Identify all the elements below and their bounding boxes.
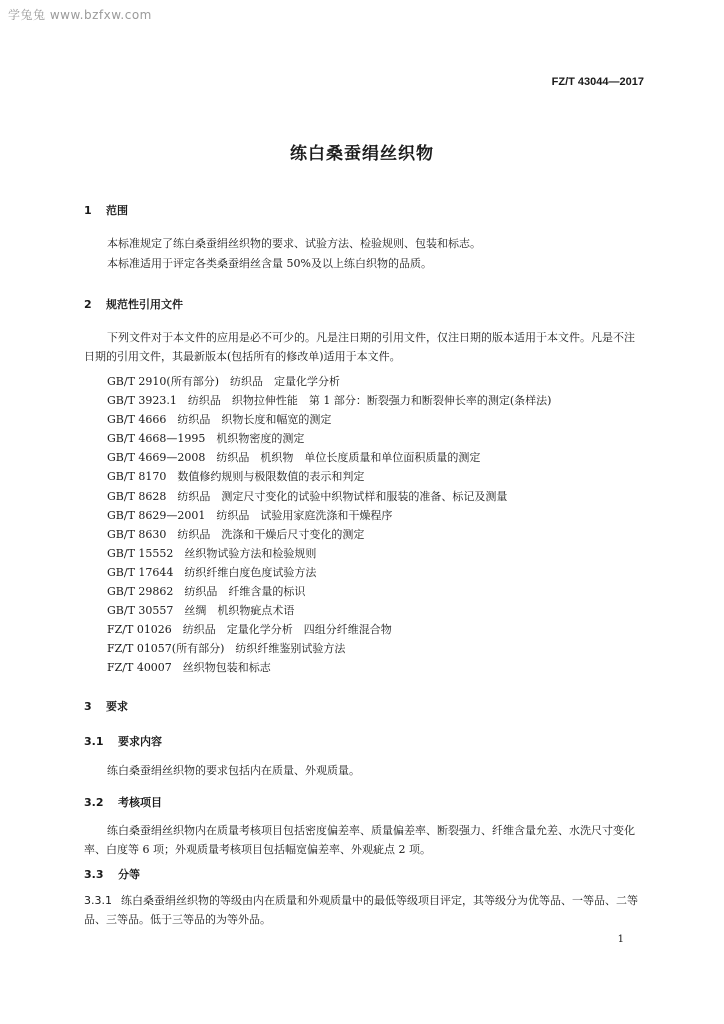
section-title: 规范性引用文件 bbox=[106, 298, 183, 311]
section-number: 1 bbox=[84, 204, 92, 217]
list-item: GB/T 8629—2001 纺织品 试验用家庭洗涤和干燥程序 bbox=[107, 508, 393, 522]
subsection-3-3-heading bbox=[84, 866, 140, 882]
section-number: 3 bbox=[84, 700, 92, 713]
list-item: GB/T 8630 纺织品 洗涤和干燥后尺寸变化的测定 bbox=[107, 527, 365, 541]
reference-list bbox=[107, 372, 551, 678]
list-item: GB/T 4666 纺织品 织物长度和幅宽的测定 bbox=[107, 413, 332, 427]
section-2-heading bbox=[84, 296, 183, 312]
subsection-3-1-text: 练白桑蚕绢丝织物的要求包括内在质量、外观质量。 bbox=[107, 764, 360, 777]
section-title: 范围 bbox=[106, 204, 128, 217]
subsection-title: 分等 bbox=[118, 868, 140, 881]
list-item: FZ/T 01057(所有部分) 纺织纤维鉴别试验方法 bbox=[107, 642, 346, 656]
subsection-3-2-heading bbox=[84, 794, 162, 810]
list-item: GB/T 8628 纺织品 测定尺寸变化的试验中织物试样和服装的准备、标记及测量 bbox=[107, 489, 508, 503]
page-number: 1 bbox=[617, 934, 624, 945]
section-1-heading bbox=[84, 202, 128, 218]
section-1-line-1: 本标准规定了练白桑蚕绢丝织物的要求、试验方法、检验规则、包装和标志。 bbox=[107, 237, 481, 250]
subsection-number: 3.2 bbox=[84, 796, 104, 809]
subsection-number: 3.1 bbox=[84, 735, 104, 748]
list-item: GB/T 17644 纺织纤维白度色度试验方法 bbox=[107, 565, 317, 579]
list-item: FZ/T 01026 纺织品 定量化学分析 四组分纤维混合物 bbox=[107, 623, 392, 637]
section-2-intro: 下列文件对于本文件的应用是必不可少的。凡是注日期的引用文件，仅注日期的版本适用于本文件。凡是不注日期的引用文件，其最新版本(包括所有的修改单)适用于本文件。 bbox=[84, 331, 635, 363]
section-3-heading bbox=[84, 698, 128, 714]
list-item: FZ/T 40007 丝织物包装和标志 bbox=[107, 661, 271, 675]
subsection-3-1-heading bbox=[84, 733, 162, 749]
watermark: 学兔兔 www.bzfxw.com bbox=[8, 8, 152, 22]
clause-3-3-1 bbox=[84, 891, 644, 929]
section-title: 要求 bbox=[106, 700, 128, 713]
list-item: GB/T 4669—2008 纺织品 机织物 单位长度质量和单位面积质量的测定 bbox=[107, 451, 481, 465]
list-item: GB/T 2910(所有部分) 纺织品 定量化学分析 bbox=[107, 375, 340, 388]
section-number: 2 bbox=[84, 298, 92, 311]
subsection-3-2-text: 练白桑蚕绢丝织物内在质量考核项目包括密度偏差率、质量偏差率、断裂强力、纤维含量允差、水洗尺寸变化率、白度等 6 项；外观质量考核项目包括幅宽偏差率、外观疵点 2 项。 bbox=[84, 824, 635, 856]
document-title: 练白桑蚕绢丝织物 bbox=[290, 144, 434, 164]
list-item: GB/T 15552 丝织物试验方法和检验规则 bbox=[107, 546, 317, 560]
list-item: GB/T 30557 丝绸 机织物疵点术语 bbox=[107, 604, 295, 618]
clause-number: 3.3.1 bbox=[84, 894, 112, 907]
subsection-number: 3.3 bbox=[84, 868, 104, 881]
subsection-title: 考核项目 bbox=[118, 796, 162, 809]
list-item: GB/T 29862 纺织品 纤维含量的标识 bbox=[107, 585, 306, 599]
list-item: GB/T 8170 数值修约规则与极限数值的表示和判定 bbox=[107, 470, 365, 484]
section-1-line-2: 本标准适用于评定各类桑蚕绢丝含量 50%及以上练白织物的品质。 bbox=[107, 257, 432, 270]
list-item: GB/T 3923.1 纺织品 织物拉伸性能 第 1 部分：断裂强力和断裂伸长率的测定(条样法) bbox=[107, 394, 552, 408]
clause-text: 练白桑蚕绢丝织物的等级由内在质量和外观质量中的最低等级项目评定，其等级分为优等品、一等品、二等品、三等品。低于三等品的为等外品。 bbox=[84, 894, 638, 926]
subsection-title: 要求内容 bbox=[118, 735, 162, 748]
list-item: GB/T 4668—1995 机织物密度的测定 bbox=[107, 432, 305, 446]
standard-code: FZ/T 43044—2017 bbox=[551, 76, 644, 88]
